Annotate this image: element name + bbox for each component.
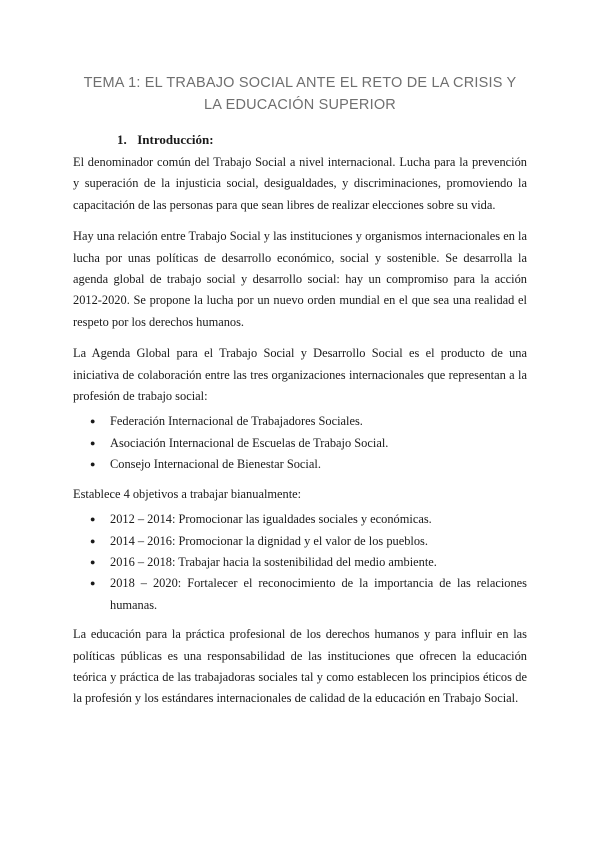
bullet-icon: ● [90,578,96,589]
list-item: ● 2018 – 2020: Fortalecer el reconocimiento de la importancia de las relaciones humanas. [73,573,527,616]
bullet-icon: ● [90,416,96,427]
paragraph-3: La Agenda Global para el Trabajo Social y Desarrollo Social es el producto de una iniciativa de colaboración entre las tres organizaciones internacionales que representan a la profesión de trabajo social: [73,346,527,404]
list-item: ● 2012 – 2014: Promocionar las igualdades sociales y económicas. [73,509,527,530]
organizations-list [73,411,527,475]
bullet-icon: ● [90,535,96,546]
list-item: ● Consejo Internacional de Bienestar Social. [73,454,527,475]
list-item: ● Federación Internacional de Trabajadores Sociales. [73,411,527,432]
section-heading-text: Introducción: [137,132,214,147]
title-line-2: LA EDUCACIÓN SUPERIOR [204,97,396,113]
bullet-icon: ● [90,514,96,525]
bullet-icon: ● [90,556,96,567]
closing-paragraph: La educación para la práctica profesional de los derechos humanos y para influir en las políticas públicas es una responsabilidad de las instituciones que ofrecen la educación teórica y práctica de las trabajadoras sociales tal y como establecen los principios éticos de la profesión y los estándares internacionales de calidad de la educación en Trabajo Social. [73,627,527,706]
bullet-icon: ● [90,459,96,470]
list-item: ● 2014 – 2016: Promocionar la dignidad y el valor de los pueblos. [73,531,527,552]
paragraph-2: Hay una relación entre Trabajo Social y las instituciones y organismos internacionales en la lucha por unas políticas de desarrollo económico, social y sostenible. Se desarrolla la agenda global de trabajo social y desarrollo social: hay un compromiso para la acción 2012-2020. Se propone la lucha por un nuevo orden mundial en el que sea una realidad el respeto por los derechos humanos. [73,229,527,329]
section-number: 1. [117,132,127,147]
bullet-icon: ● [90,437,96,448]
list-item: ● 2016 – 2018: Trabajar hacia la sostenibilidad del medio ambiente. [73,552,527,573]
objectives-intro: Establece 4 objetivos a trabajar bianualmente: [73,486,302,501]
title-line-1: TEMA 1: EL TRABAJO SOCIAL ANTE EL RETO DE LA CRISIS Y [83,75,517,91]
objectives-list [73,509,527,616]
paragraph-1: El denominador común del Trabajo Social a nivel internacional. Lucha para la prevención y superación de la injusticia social, desigualdades, y discriminaciones, promoviendo la capacitación de las personas para que sean libres de realizar elecciones sobre su vida. [73,155,527,212]
list-item: ● Asociación Internacional de Escuelas de Trabajo Social. [73,433,527,454]
document-title [73,72,527,116]
section-heading [73,130,527,150]
